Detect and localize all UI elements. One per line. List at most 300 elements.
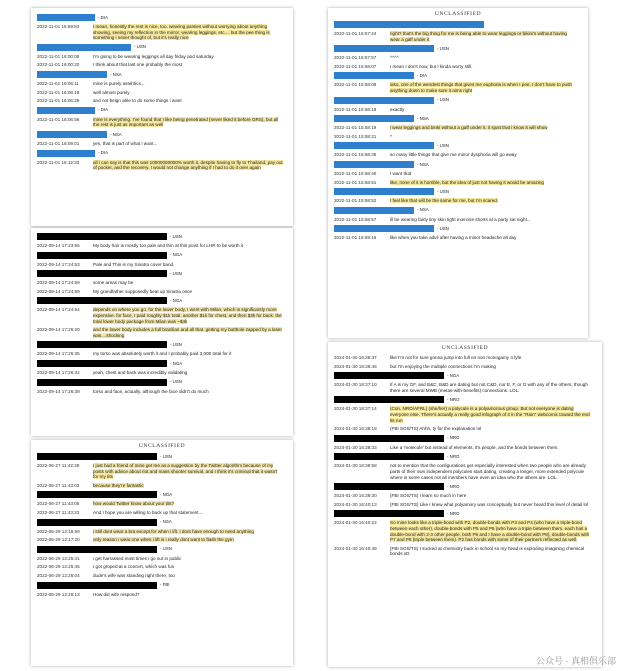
redaction-bar — [334, 97, 434, 104]
sender-line — [37, 297, 287, 304]
redaction-bar — [37, 582, 157, 589]
sender-line — [334, 510, 596, 517]
chat-entry — [334, 502, 596, 508]
chat-entry — [37, 117, 287, 128]
chat-entry — [37, 582, 287, 589]
chat-entry — [37, 160, 287, 171]
timestamp: 2022-11-01 16:06:29 — [37, 98, 80, 104]
message-text: Like a 'molecule' but instead of elements, it's people, and the bonds between them. — [390, 444, 559, 450]
message-text: mine is purely astehtics... — [93, 80, 145, 86]
timestamp: 2022-06-29 12:25:45 — [37, 564, 80, 570]
chat-entry — [37, 592, 287, 598]
chat-entry — [37, 62, 287, 68]
sender-line — [334, 207, 582, 214]
message-text: how would Twitter know about your tits? — [93, 501, 175, 507]
sender-line — [334, 483, 596, 490]
chat-entry — [334, 355, 596, 361]
chat-entry — [37, 389, 287, 395]
sender-line — [37, 341, 287, 348]
timestamp: 2022-11-01 16:06:56 — [37, 116, 80, 122]
panel-b-rows — [31, 228, 293, 394]
chat-entry — [334, 546, 596, 557]
timestamp: 2024-01-30 16:36:37 — [334, 355, 377, 360]
chat-entry — [37, 150, 287, 157]
chat-entry — [334, 406, 596, 423]
chat-entry — [334, 372, 596, 379]
chat-entry — [37, 537, 287, 543]
message-text: dude's wife was standing right there, too — [93, 572, 175, 578]
sender-line — [334, 188, 582, 195]
agency-tag: - USN — [170, 379, 182, 385]
chat-entry — [334, 493, 596, 499]
sender-line — [37, 107, 287, 114]
redaction-bar — [334, 372, 444, 379]
message-text: all i can say is that this was 10000000000% worth it, despite having to fly to Thailand, pay out of pocket, and the recovery. I would not change anything if I had to do it over again — [93, 159, 283, 171]
redaction-bar — [334, 207, 414, 214]
message-text: some areas may be — [93, 280, 134, 286]
timestamp: 2022-06-29 12:16:59 — [37, 528, 80, 534]
redaction-bar — [37, 546, 157, 553]
redaction-bar — [334, 45, 434, 52]
timestamp: 2022-11-01 16:06:11 — [37, 80, 79, 86]
redaction-bar — [37, 453, 157, 460]
sender-line — [334, 142, 582, 149]
timestamp: 2022-09-14 17:23:55 — [37, 243, 80, 248]
timestamp: 2022-09-14 17:26:32 — [37, 369, 80, 375]
timestamp: 2022-09-14 17:24:59 — [37, 288, 80, 294]
redaction-bar — [334, 72, 414, 79]
message-text: I'm going to be wearing leggings all day friday and saturday — [93, 53, 214, 59]
chat-entry — [37, 564, 287, 570]
agency-tag: - NRO — [447, 483, 460, 489]
chat-entry — [37, 327, 287, 338]
chat-entry — [334, 435, 596, 442]
sender-line — [334, 453, 596, 460]
panel-c-classification: UNCLASSIFIED — [138, 443, 186, 449]
redaction-bar — [37, 71, 107, 78]
agency-tag: - NGA — [170, 252, 183, 258]
timestamp: 2024-01-30 16:36:46 — [334, 363, 377, 369]
message-text: How did wife respond? — [93, 591, 140, 597]
redaction-bar — [37, 233, 167, 240]
timestamp: 2022-09-14 17:24:54 — [37, 307, 80, 313]
agency-tag: - NGA — [170, 298, 183, 304]
sender-line — [334, 435, 596, 442]
message-text: yeah, chest and back was incredibly validating — [93, 369, 188, 375]
sender-line — [37, 44, 287, 51]
chat-entry — [334, 217, 582, 223]
message-text: exactly — [390, 106, 405, 112]
message-text: I mean I don't now, but I kinda worry still. — [390, 63, 473, 69]
agency-tag: - NSA — [417, 207, 429, 213]
chat-entry — [334, 198, 582, 204]
timestamp: 2022-11-01 15:59:16 — [334, 235, 377, 241]
chat-entry — [334, 188, 582, 195]
chat-entry — [37, 280, 287, 286]
timestamp: 2022-11-01 16:00:08 — [37, 53, 80, 59]
chat-entry — [37, 341, 287, 348]
agency-tag: - NSA — [417, 115, 429, 121]
chat-entry — [37, 262, 287, 268]
timestamp: 2022-06-29 12:26:04 — [37, 572, 80, 578]
watermark: 公众号 · 真相俱乐部 — [536, 656, 616, 666]
chat-entry — [37, 546, 287, 553]
agency-tag: - USN — [437, 226, 449, 232]
timestamp: 2024-01-30 16:38:58 — [334, 463, 377, 469]
panel-d-classification: UNCLASSIFIED — [434, 11, 482, 17]
message-text: So mine looks like a triple-bond with P2, double-bonds with P3 and P4 (who have a triple-bond between each other), double-bonds with P5 and P6 (who have a triple between them. each has a double-bond with 2-3 other people, both P5 and I have a double-bond with P8), double-bonds with P7 and P8 (triple between them). P2 has bonds with some of their partners reflected as well. — [390, 520, 590, 543]
message-text: like when you take advil after having a minor headache all day — [390, 235, 517, 241]
redaction-bar — [37, 150, 95, 157]
agency-tag: - NRO — [447, 511, 460, 517]
timestamp: 2022-11-01 15:58:18 — [334, 106, 377, 112]
timestamp: 2022-11-01 16:09:01 — [37, 140, 80, 146]
message-text: and not beign able to do some things i want — [93, 98, 182, 104]
chat-entry — [37, 370, 287, 376]
panel-e — [328, 342, 602, 667]
timestamp: 2022-11-01 15:58:19 — [334, 125, 377, 131]
chat-entry — [334, 107, 582, 113]
chat-entry — [37, 519, 287, 526]
message-text: only reason i wear one when i lift is i really dont want to flash the gym — [93, 537, 234, 543]
message-text: torso and face, actually. although the face didn't do much — [93, 388, 209, 394]
chat-entry — [334, 97, 582, 104]
agency-tag: - DIA — [417, 73, 428, 79]
timestamp: 2022-06-29 12:26:13 — [37, 591, 80, 597]
message-text: (FBI SOS/TS) Like I knew what polyamory was conceptually but never heard this level of detail lol — [390, 501, 589, 507]
panel-c-rows — [31, 449, 293, 597]
sender-line — [334, 115, 582, 122]
chat-entry — [37, 98, 287, 104]
timestamp: 2022-06-27 11:43:23 — [37, 509, 80, 515]
message-text: (Con, NRO/AFRL) (she/her) a polycule is a polyamorous group. But not everyone is dating everyone else. There's actually a really good infograph of it in the "Rain" webcomic toward the end its run — [390, 406, 590, 423]
redaction-bar — [37, 14, 95, 21]
sender-line — [37, 491, 287, 498]
chat-entry — [37, 81, 287, 87]
redaction-bar — [334, 142, 434, 149]
agency-tag: - NSA — [160, 519, 172, 525]
message-text: i wear leggings and binki without a gaff under it. it sjust that i know it will show — [390, 125, 548, 131]
sender-line — [37, 252, 287, 259]
chat-entry — [37, 307, 287, 324]
agency-tag: - NRO — [447, 435, 460, 441]
redaction-bar — [37, 107, 95, 114]
redaction-bar — [37, 44, 131, 51]
message-text: my torso was absolutely worth it and I probably paid 3,000 total for it — [93, 351, 232, 357]
redaction-bar — [334, 510, 444, 517]
agency-tag: - USN — [437, 97, 449, 103]
redaction-bar — [37, 379, 167, 386]
chat-entry — [37, 54, 287, 60]
sender-line — [334, 225, 582, 232]
sender-line — [37, 71, 287, 78]
agency-tag: - NSA — [110, 131, 122, 137]
timestamp: 2022-11-01 16:06:18 — [37, 89, 80, 95]
agency-tag: - USN — [437, 45, 449, 51]
message-text: I got groped at a concert, which was fun — [93, 564, 175, 570]
message-text: (FBI SOS/TS) I sucked at chemistry back in school so my head is exploding imagining chemical bonds xD — [390, 545, 585, 557]
redaction-bar — [37, 519, 157, 526]
sender-line — [334, 72, 582, 79]
sender-line — [334, 45, 582, 52]
message-text: depends on where you go. for the lower body, I went with Milan, which is significantly more expensive. for face, I paid roughly $1k total. another $1k for chest, and then $3k for back. the total lower body package from Milan was ~$4k — [93, 307, 282, 324]
message-text: And I hope you are willing to back up that statement.... — [93, 509, 204, 515]
agency-tag: - NSA — [417, 161, 429, 167]
redaction-bar — [37, 341, 167, 348]
message-text: My body hair is mostly too pale and thin at this point for LHR to be worth it — [93, 243, 244, 248]
chat-entry — [37, 556, 287, 562]
chat-entry — [334, 152, 582, 158]
chat-entry — [334, 510, 596, 517]
message-text: If A is my GF, and B&C, B&D are dating but not C&D, nor E, F, or G with any of the others, though there are several MWB (metas-with-benefits) connections. LOL. — [390, 382, 588, 393]
agency-tag: - DIA — [98, 107, 109, 113]
agency-tag: - USN — [170, 270, 182, 276]
sender-line — [37, 233, 287, 240]
chat-entry — [37, 351, 287, 357]
chat-entry — [334, 55, 582, 61]
agency-tag: - NRO — [447, 397, 460, 403]
agency-tag: - USN — [160, 453, 172, 459]
timestamp: 2022-11-01 16:00:20 — [37, 62, 80, 68]
agency-tag: - USN — [437, 143, 449, 149]
chat-entry — [334, 180, 582, 186]
panel-d — [328, 8, 588, 338]
chat-entry — [334, 82, 582, 93]
chat-entry — [37, 510, 287, 516]
redaction-bar — [334, 453, 444, 460]
message-text: like I'm not for sure gonna jump into full on non monogamy 4 lyfe — [390, 355, 522, 360]
timestamp: 2024-01-30 16:37:14 — [334, 406, 377, 412]
timestamp: 2024-01-30 16:38:18 — [334, 426, 377, 432]
panel-b — [31, 228, 293, 436]
chat-entry — [334, 134, 582, 140]
chat-entry — [37, 379, 287, 386]
sender-line — [334, 396, 596, 403]
chat-entry — [334, 364, 596, 370]
panel-a — [31, 8, 293, 226]
message-text: but I'm enjoying the multiple connections I'm making — [390, 363, 496, 369]
timestamp: 2022-11-01 15:58:51 — [334, 179, 377, 185]
timestamp: 2024-01-30 16:40:49 — [334, 545, 377, 551]
panel-d-rows — [328, 17, 588, 241]
agency-tag: - DIA — [98, 150, 109, 156]
chat-entry — [37, 491, 287, 498]
redaction-bar — [334, 188, 434, 195]
chat-entry — [37, 252, 287, 259]
chat-entry — [334, 426, 596, 432]
agency-tag: - USN — [160, 546, 172, 552]
chat-entry — [37, 501, 287, 507]
sender-line — [37, 453, 287, 460]
sender-line — [334, 161, 582, 168]
timestamp: 2022-11-01 15:57:44 — [334, 31, 377, 36]
chat-entry — [334, 21, 582, 28]
redaction-bar — [37, 252, 167, 259]
agency-tag: - USN — [134, 44, 146, 50]
message-text: ill be wearing fairly tiny skin tight exercise shorts at a party sat night... — [390, 216, 531, 222]
redaction-bar — [37, 491, 157, 498]
chat-entry — [37, 141, 287, 147]
agency-tag: - NGA — [160, 492, 173, 498]
chat-entry — [37, 90, 287, 96]
message-text: also, one of the weirdest things that gives me euphoria is when I pee, I don't have to push anything down to make sure it aims right — [390, 82, 572, 93]
agency-tag: - NGA — [170, 360, 183, 366]
message-text: yes, that is part of what i want... — [93, 140, 158, 146]
chat-entry — [334, 453, 596, 460]
chat-entry — [37, 483, 287, 489]
message-text: so many little things that give me minor dysphoria will go away — [390, 152, 517, 158]
timestamp: 2022-11-01 15:58:57 — [334, 216, 377, 222]
redaction-bar — [37, 360, 167, 367]
redaction-bar — [334, 21, 484, 28]
redaction-bar — [334, 435, 444, 442]
sender-line — [37, 270, 287, 277]
agency-tag: - NRO — [447, 454, 460, 460]
message-text: not to mention that the configurations get especially interested when two people who are already parts of their own independent polycules start dating, creating a longer, more extended polycule where in some cases not all members have even an idea who the others are. LOL. — [390, 463, 586, 480]
chat-entry — [37, 24, 287, 41]
timestamp: 2022-11-01 15:58:21 — [334, 133, 377, 139]
agency-tag: - USN — [170, 233, 182, 239]
timestamp: 2022-09-14 17:24:53 — [37, 261, 80, 267]
message-text: Pale and Thin is my Sinatra cover band. — [93, 261, 175, 267]
chat-entry — [37, 107, 287, 114]
panel-e-rows — [328, 351, 602, 557]
chat-entry — [37, 573, 287, 579]
chat-entry — [334, 207, 582, 214]
chat-entry — [334, 225, 582, 232]
message-text: ^^^^ — [390, 55, 399, 61]
chat-entry — [37, 297, 287, 304]
chat-entry — [37, 463, 287, 480]
chat-entry — [37, 360, 287, 367]
chat-entry — [37, 71, 287, 78]
chat-entry — [334, 463, 596, 480]
sender-line — [37, 582, 287, 589]
chat-entry — [334, 171, 582, 177]
timestamp: 2024-01-30 16:37:10 — [334, 382, 377, 388]
message-text: ^ — [390, 133, 393, 139]
message-text: right? that's the big thing for me is being able to wear leggings or bikini's without having wear a gaff under it — [390, 31, 567, 42]
redaction-bar — [334, 483, 444, 490]
redaction-bar — [334, 396, 444, 403]
message-text: (FBI SOS/TS) Ahhh, ty for the explanation lol — [390, 426, 482, 432]
message-text: i still dont wear a bra except for when i lift. i dont have enough to need anything — [93, 528, 254, 534]
chat-entry — [334, 125, 582, 131]
message-text: because they're fantastic — [93, 482, 144, 488]
timestamp: 2022-09-14 17:24:59 — [37, 280, 80, 286]
timestamp: 2022-11-01 16:12:33 — [37, 159, 80, 165]
redaction-bar — [334, 115, 414, 122]
redaction-bar — [334, 161, 414, 168]
agency-tag: - USN — [437, 188, 449, 194]
agency-tag: - DIA — [98, 14, 109, 20]
timestamp: 2022-09-14 17:26:39 — [37, 388, 80, 394]
chat-entry — [334, 72, 582, 79]
timestamp: 2022-11-01 15:59:53 — [37, 24, 80, 29]
timestamp: 2022-11-01 15:58:08 — [334, 82, 377, 88]
sender-line — [37, 14, 287, 21]
timestamp: 2022-09-14 17:25:20 — [37, 327, 80, 333]
chat-entry — [334, 483, 596, 490]
timestamp: 2022-06-29 12:17:20 — [37, 537, 80, 543]
agency-tag: - NGA — [447, 372, 460, 378]
message-text: like, none of it is horrible, but the idea of just not having it would be amazing — [390, 179, 544, 185]
chat-entry — [334, 142, 582, 149]
redaction-bar — [334, 225, 434, 232]
timestamp: 2024-01-30 16:40:22 — [334, 520, 377, 526]
timestamp: 2024-01-30 16:38:33 — [334, 444, 377, 450]
panel-a-rows — [31, 8, 293, 171]
message-text: My grandfather supposedly beat up Sinatra once — [93, 288, 193, 294]
chat-entry — [37, 131, 287, 138]
message-text: I think about that last one probably the most — [93, 62, 183, 68]
sender-line — [334, 372, 596, 379]
chat-entry — [37, 14, 287, 21]
timestamp: 2024-01-30 16:40:13 — [334, 501, 377, 507]
timestamp: 2022-06-27 11:43:03 — [37, 482, 80, 488]
message-text: I mean, honestly the rest is nice, too, wearing panties without worrying about anything showing, seeing my reflection in the mirror, wearing leggings, etc.... but the pee thing is something i never thought of, but it's really nice — [93, 24, 270, 41]
timestamp: 2022-06-27 11:42:28 — [37, 463, 80, 468]
chat-entry — [37, 453, 287, 460]
message-text: I feel like that will be the same for me, but I'm scared. — [390, 198, 499, 204]
chat-entry — [334, 64, 582, 70]
timestamp: 2022-11-01 15:57:57 — [334, 55, 377, 61]
timestamp: 2022-11-01 15:58:52 — [334, 198, 377, 204]
chat-entry — [37, 44, 287, 51]
message-text: I just had a friend of mine get me as a suggestion by the Twitter algorithm because of my posts with advice about riot and mass shooter survival, and I think it's criminal that it wasn't for my tits — [93, 463, 278, 480]
redaction-bar — [37, 131, 107, 138]
sender-line — [37, 379, 287, 386]
chat-entry — [334, 161, 582, 168]
chat-entry — [334, 520, 596, 542]
agency-tag: - NSA — [110, 71, 122, 77]
timestamp: 2022-11-01 15:58:40 — [334, 170, 377, 176]
timestamp: 2022-06-27 11:43:05 — [37, 501, 80, 507]
message-text: (FBI SOS/TS) I learn so much in here — [390, 493, 467, 499]
message-text: I want that — [390, 170, 412, 176]
chat-entry — [37, 233, 287, 240]
sender-line — [37, 150, 287, 157]
sender-line — [37, 519, 287, 526]
message-text: mine is everything. I've found that I like being penetrated (never liked it before GRS), but all the rest is just as important as well — [93, 116, 279, 128]
chat-entry — [37, 270, 287, 277]
agency-tag: - FBI — [160, 582, 170, 588]
timestamp: 2022-06-29 12:25:41 — [37, 555, 80, 561]
agency-tag: - USN — [170, 342, 182, 348]
chat-entry — [334, 115, 582, 122]
redaction-bar — [37, 270, 167, 277]
chat-entry — [37, 529, 287, 535]
sender-line — [334, 21, 582, 28]
chat-entry — [334, 235, 582, 241]
timestamp: 2022-11-01 15:58:35 — [334, 152, 377, 158]
sender-line — [37, 546, 287, 553]
message-text: and the lower body includes a full brazilian and all that. getting my butthole zapped by a laser was....shocking — [93, 327, 282, 338]
timestamp: 2024-01-30 16:39:30 — [334, 493, 377, 499]
timestamp: 2022-09-14 17:25:35 — [37, 351, 80, 357]
sender-line — [37, 131, 287, 138]
message-text: i get harrassed most times i go out in public — [93, 555, 182, 561]
sender-line — [37, 360, 287, 367]
redaction-bar — [37, 297, 167, 304]
panel-e-classification: UNCLASSIFIED — [441, 345, 489, 351]
chat-entry — [37, 289, 287, 295]
chat-entry — [334, 396, 596, 403]
chat-entry — [334, 445, 596, 451]
chat-entry — [334, 382, 596, 393]
chat-entry — [37, 243, 287, 249]
chat-entry — [334, 45, 582, 52]
